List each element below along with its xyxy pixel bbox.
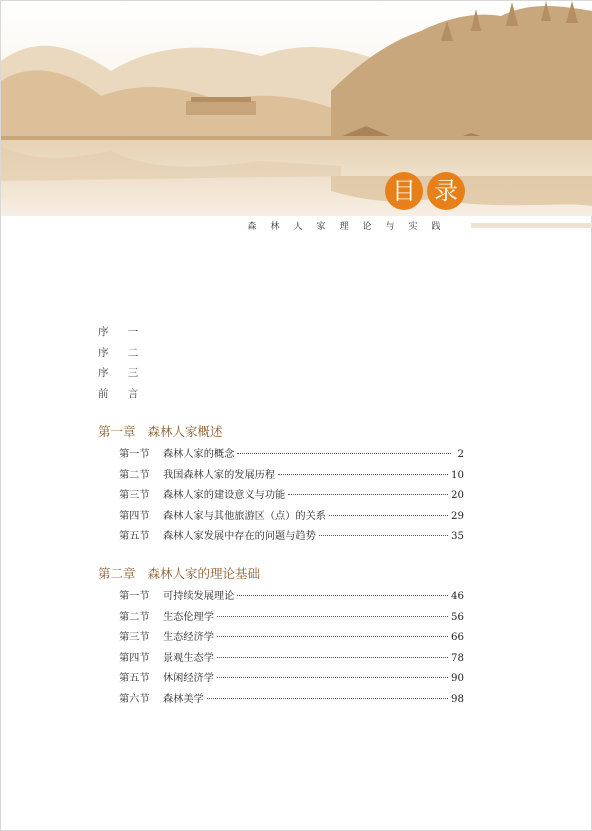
section-title: 森林人家的概念 xyxy=(163,449,235,460)
chapter-heading[interactable] xyxy=(98,422,223,440)
section-title: 森林美学 xyxy=(163,693,204,705)
chapter-title: 森林人家概述 xyxy=(147,424,223,439)
section-title: 森林人家的建设意义与功能 xyxy=(163,490,286,502)
toc-entry[interactable] xyxy=(119,628,464,649)
section-title: 森林人家发展中存在的问题与趋势 xyxy=(163,531,316,543)
section-title: 可持续发展理论 xyxy=(163,591,235,602)
chapter-number: 第一章 xyxy=(98,424,136,439)
page-number: 90 xyxy=(451,673,464,685)
page-number: 10 xyxy=(451,469,464,481)
preface-list xyxy=(98,324,146,406)
toc-entry[interactable] xyxy=(119,466,464,487)
section-number: 第二节 xyxy=(119,469,150,481)
section-number: 第三节 xyxy=(119,632,150,644)
section-number: 第四节 xyxy=(119,652,150,664)
section-number: 第五节 xyxy=(119,673,150,685)
toc-entry[interactable] xyxy=(119,690,464,711)
dot-leader xyxy=(217,616,448,617)
page-number: 98 xyxy=(451,693,464,705)
section-title: 我国森林人家的发展历程 xyxy=(163,469,276,481)
subtitle-rule xyxy=(471,223,592,228)
dot-leader xyxy=(217,677,448,678)
dot-leader xyxy=(237,453,451,454)
dot-leader xyxy=(329,515,448,516)
chapter-1-sections xyxy=(119,445,464,548)
dot-leader xyxy=(278,474,448,475)
dot-leader xyxy=(319,535,448,536)
section-number: 第六节 xyxy=(119,693,150,705)
preface-item[interactable]: 序 三 xyxy=(98,367,147,379)
preface-item[interactable]: 序 一 xyxy=(98,326,147,338)
section-title: 生态经济学 xyxy=(163,632,214,644)
chapter-number: 第二章 xyxy=(98,566,136,581)
book-subtitle: 森林人家理论与实践 xyxy=(247,222,455,232)
toc-heading xyxy=(385,172,469,216)
toc-entry[interactable] xyxy=(119,507,464,528)
toc-heading-char-1: 目 xyxy=(385,172,423,210)
dot-leader xyxy=(207,698,448,699)
toc-entry[interactable] xyxy=(119,608,464,629)
toc-entry[interactable] xyxy=(119,587,464,608)
dot-leader xyxy=(288,494,448,495)
toc-entry[interactable] xyxy=(119,527,464,548)
landscape-illustration xyxy=(1,1,592,216)
chapter-heading[interactable] xyxy=(98,564,260,582)
section-number: 第一节 xyxy=(119,449,150,460)
page-number: 35 xyxy=(451,531,464,543)
page-number: 2 xyxy=(457,449,464,460)
dot-leader xyxy=(217,657,448,658)
page-number: 78 xyxy=(451,652,464,664)
section-number: 第二节 xyxy=(119,611,150,623)
chapter-title: 森林人家的理论基础 xyxy=(147,566,261,581)
toc-heading-char-2: 录 xyxy=(427,172,465,210)
page-number: 29 xyxy=(451,510,464,522)
toc-entry[interactable] xyxy=(119,445,464,466)
toc-entry[interactable] xyxy=(119,486,464,507)
page-number: 20 xyxy=(451,490,464,502)
toc-entry[interactable] xyxy=(119,649,464,670)
section-title: 生态伦理学 xyxy=(163,611,214,623)
section-number: 第五节 xyxy=(119,531,150,543)
dot-leader xyxy=(217,636,448,637)
preface-item[interactable]: 前 言 xyxy=(98,387,147,400)
section-number: 第三节 xyxy=(119,490,150,502)
page-number: 56 xyxy=(451,611,464,623)
preface-item[interactable]: 序 二 xyxy=(98,346,147,359)
section-title: 休闲经济学 xyxy=(163,673,214,685)
page-number: 46 xyxy=(451,591,464,602)
section-title: 森林人家与其他旅游区（点）的关系 xyxy=(163,510,326,522)
section-number: 第四节 xyxy=(119,510,150,522)
section-title: 景观生态学 xyxy=(163,652,214,664)
chapter-2-sections xyxy=(119,587,464,711)
dot-leader xyxy=(237,595,448,596)
page-number: 66 xyxy=(451,632,464,644)
toc-entry[interactable] xyxy=(119,669,464,690)
header-landscape-image xyxy=(1,1,592,216)
section-number: 第一节 xyxy=(119,591,150,602)
